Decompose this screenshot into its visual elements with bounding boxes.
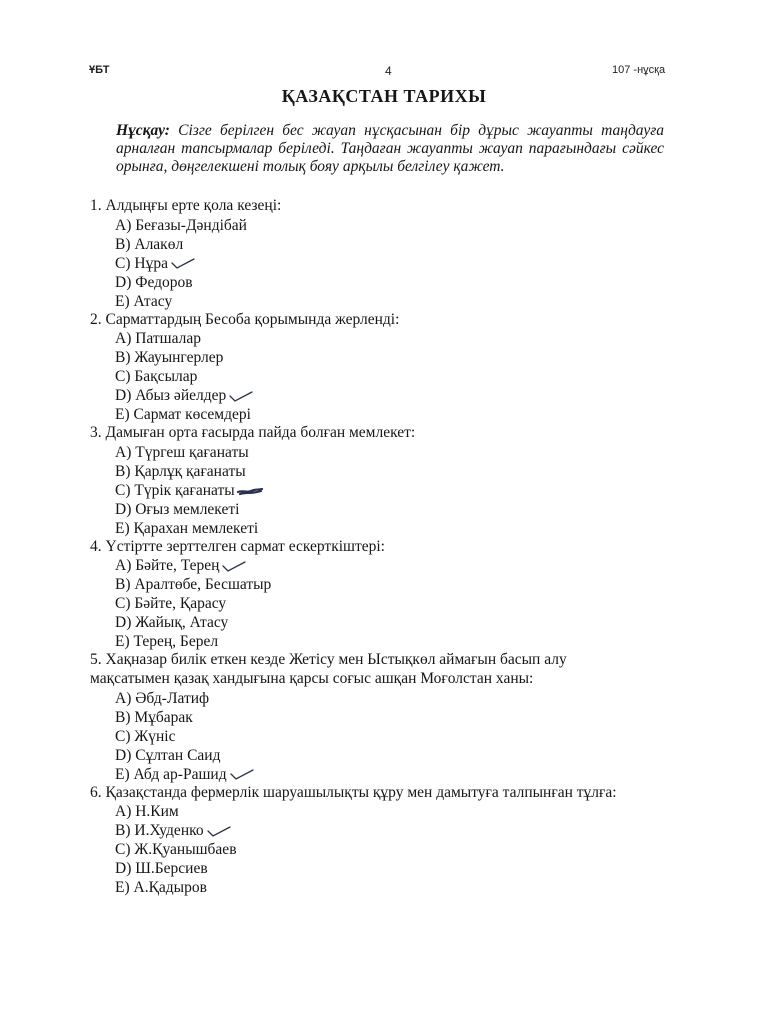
question-4	[90, 538, 670, 652]
variant-label: 107 -нұсқа	[612, 64, 666, 76]
answer-option-label: A) Түргеш қағанаты	[115, 443, 249, 461]
answer-option	[90, 708, 670, 727]
answer-option-label: A) Әбд-Латиф	[115, 689, 210, 707]
answer-option-label: D) Жайық, Атасу	[115, 614, 229, 632]
question-body: Дамыған орта ғасырда пайда болған мемлекет:	[105, 424, 416, 442]
answer-option	[90, 405, 670, 424]
answer-option-label: C) Бақсылар	[115, 368, 198, 386]
question-body: Хақназар билік еткен кезде Жетісу мен Ыстықкөл аймағын басып алу мақсатымен қазақ хандығына қарсы соғыс ашқан Моғолстан ханы:	[90, 651, 567, 687]
question-3	[90, 424, 670, 538]
answer-option-label: D) Сұлтан Саид	[115, 746, 221, 764]
header-exam-code: ҰБТ	[89, 64, 110, 76]
answer-option-label: B) Аралтөбе, Бесшатыр	[115, 576, 272, 594]
answer-option-label: E) А.Қадыров	[115, 879, 207, 897]
answer-option	[90, 367, 670, 386]
answer-option	[90, 613, 670, 632]
answer-option	[90, 802, 670, 821]
question-text	[90, 538, 670, 557]
question-number: 6.	[90, 783, 102, 801]
question-number: 2.	[90, 310, 102, 328]
answer-option-label: B) И.Худенко	[115, 822, 204, 840]
instruction-text: Сізге берілген бес жауап нұсқасынан бір дұрыс жауапты таңдауға арналған тапсырмалар беріледі. Таңдаған жауапты жауап парағындағы сәйкес орынға, дөңгелекшені толық бояу арқылы белгілеу қажет.	[116, 122, 665, 175]
question-text	[90, 651, 650, 688]
question-text	[90, 311, 670, 330]
answer-option	[90, 632, 670, 651]
answer-option	[90, 216, 670, 235]
handwritten-check-icon	[229, 768, 255, 782]
answer-option	[90, 575, 670, 594]
answer-option-label: C) Түрік қағанаты	[115, 481, 235, 499]
instruction-label: Нұсқау:	[116, 122, 170, 139]
instruction-block	[116, 122, 664, 176]
question-number: 3.	[90, 424, 102, 442]
question-6	[90, 784, 670, 898]
answer-option-label: B) Мұбарак	[115, 708, 193, 726]
question-text	[90, 197, 670, 216]
answer-option	[90, 746, 670, 765]
answer-option	[90, 689, 670, 708]
handwritten-check-icon	[221, 560, 247, 574]
answer-option	[90, 765, 670, 784]
answer-option	[90, 727, 670, 746]
answer-option-label: E) Қарахан мемлекеті	[115, 519, 259, 537]
answer-option-label: E) Абд ар-Рашид	[115, 765, 227, 783]
answer-option-label: B) Алакөл	[115, 235, 184, 253]
answer-option	[90, 500, 670, 519]
answer-option-label: D) Оғыз мемлекеті	[115, 500, 240, 518]
answer-option	[90, 348, 670, 367]
question-number: 4.	[90, 537, 102, 555]
question-2	[90, 311, 670, 425]
answer-option	[90, 443, 670, 462]
answer-option-label: C) Жүніс	[115, 727, 176, 745]
answer-option	[90, 462, 670, 481]
question-body: Үстіртте зерттелген сармат ескерткіштері:	[105, 537, 385, 555]
answer-option	[90, 859, 670, 878]
page-number: 4	[385, 64, 392, 78]
question-list	[90, 197, 670, 897]
answer-option-label: A) Беғазы-Дәндібай	[115, 216, 247, 234]
question-body: Қазақстанда фермерлік шаруашылықты құру мен дамытуға талпынған тұлға:	[105, 783, 617, 801]
answer-option-label: B) Қарлұқ қағанаты	[115, 462, 246, 480]
page-title: ҚАЗАҚСТАН ТАРИХЫ	[281, 86, 487, 106]
answer-option	[90, 254, 670, 273]
answer-option-label: B) Жауынгерлер	[115, 349, 224, 367]
answer-option	[90, 386, 670, 405]
answer-option	[90, 878, 670, 897]
answer-option-label: A) Н.Ким	[115, 803, 179, 821]
question-text	[90, 424, 670, 443]
answer-option	[90, 273, 670, 292]
answer-option	[90, 594, 670, 613]
question-5	[90, 651, 670, 783]
answer-option	[90, 840, 670, 859]
answer-option-label: D) Федоров	[115, 273, 193, 291]
answer-option	[90, 329, 670, 348]
handwritten-check-icon	[170, 257, 196, 271]
question-body: Алдыңғы ерте қола кезеңі:	[105, 197, 282, 214]
question-number: 1.	[90, 197, 102, 214]
answer-option-label: D) Ш.Берсиев	[115, 860, 208, 878]
answer-option-label: C) Нұра	[115, 254, 168, 272]
question-1	[90, 197, 670, 311]
answer-option-label: A) Патшалар	[115, 330, 201, 348]
answer-option	[90, 235, 670, 254]
answer-option-label: D) Абыз әйелдер	[115, 387, 227, 405]
answer-option-label: C) Ж.Қуанышбаев	[115, 841, 237, 859]
handwritten-check-icon	[206, 825, 232, 839]
answer-option-label: E) Атасу	[115, 292, 173, 310]
question-body: Сарматтардың Бесоба қорымында жерленді:	[105, 310, 400, 328]
answer-option	[90, 556, 670, 575]
answer-option-label: C) Бәйте, Қарасу	[115, 595, 227, 613]
answer-option	[90, 292, 670, 311]
handwritten-check-icon	[228, 390, 254, 404]
question-number: 5.	[90, 651, 102, 669]
answer-option	[90, 519, 670, 538]
answer-option	[90, 821, 670, 840]
question-text	[90, 784, 670, 803]
answer-option-label: A) Бәйте, Терең	[115, 557, 220, 575]
answer-option-label: E) Сармат көсемдері	[115, 406, 251, 424]
answer-option	[90, 481, 670, 500]
handwritten-check-icon	[237, 484, 263, 498]
answer-option-label: E) Терең, Берел	[115, 633, 219, 651]
